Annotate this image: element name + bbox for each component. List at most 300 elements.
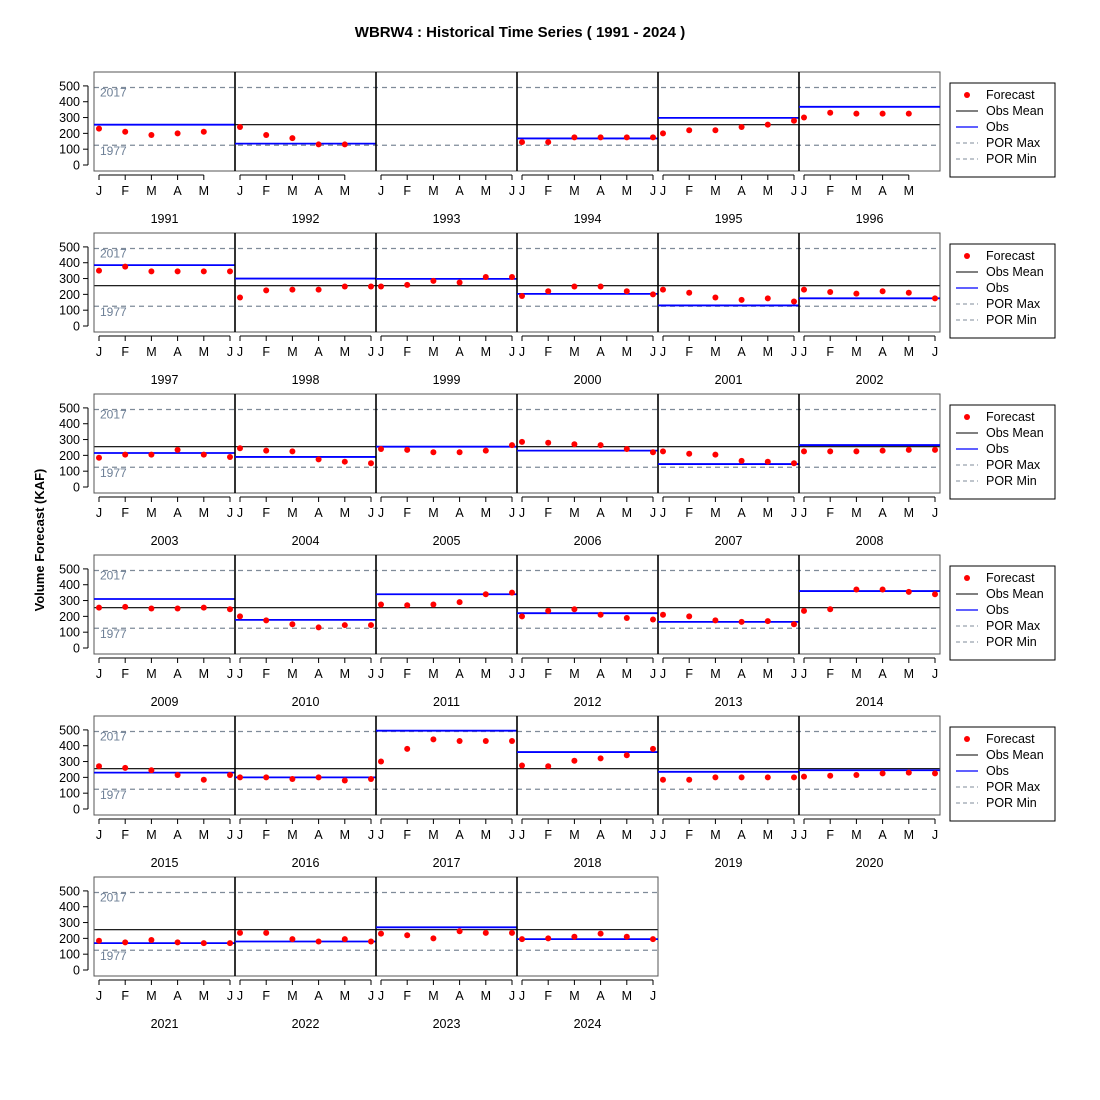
forecast-point [827,606,833,612]
month-tick-label: A [173,667,182,681]
month-tick-label: M [198,506,210,520]
forecast-point [906,770,912,776]
month-tick-label: F [121,828,130,842]
forecast-point [853,291,859,297]
month-tick-label: J [518,989,526,1003]
month-tick-label: M [198,828,210,842]
por-max-year-label: 2017 [100,568,127,583]
forecast-point [404,602,410,608]
year-label: 2001 [714,373,743,387]
forecast-point [263,774,269,780]
forecast-point [624,752,630,758]
forecast-point [509,274,515,280]
legend-label: Forecast [986,88,1035,102]
month-tick-label: A [173,828,182,842]
y-axis-label: Volume Forecast (KAF) [32,468,47,612]
forecast-point [827,289,833,295]
month-tick-label: J [236,184,244,198]
year-panel-2016 [235,716,376,870]
year-label: 1998 [291,373,320,387]
forecast-point [342,622,348,628]
month-tick-label: F [403,506,412,520]
forecast-point [519,936,525,942]
forecast-point [96,763,102,769]
y-tick-label: 0 [73,802,80,817]
month-tick-label: J [95,184,103,198]
por-max-year-label: 2017 [100,729,127,744]
por-min-year-label: 1977 [100,144,127,159]
month-tick-label: F [544,828,553,842]
panel-frame [235,716,376,815]
forecast-point [545,139,551,145]
forecast-point [660,130,666,136]
y-tick-label: 400 [59,95,80,110]
month-tick-label: M [480,667,492,681]
forecast-point [906,111,912,117]
forecast-point [263,448,269,454]
panel-frame [799,716,940,815]
forecast-point [175,447,181,453]
chart-title: WBRW4 : Historical Time Series ( 1991 - 2024 ) [354,24,686,41]
year-panel-2012 [517,555,658,709]
y-tick-label: 400 [59,417,80,432]
forecast-point [96,605,102,611]
forecast-point [660,287,666,293]
month-tick-label: F [826,506,835,520]
panel-frame [517,233,658,332]
month-tick-label: M [428,667,439,681]
forecast-point [853,448,859,454]
panel-frame [658,233,799,332]
year-panel-2023 [376,877,517,1031]
month-tick-label: A [596,184,605,198]
month-tick-label: A [878,184,887,198]
year-panel-2006 [517,394,658,548]
forecast-point [148,937,154,943]
month-tick-label: J [377,667,385,681]
forecast-point [342,283,348,289]
month-tick-label: A [314,828,323,842]
legend-label: Forecast [986,571,1035,585]
y-tick-label: 300 [59,272,80,287]
forecast-point [827,448,833,454]
month-tick-label: J [226,667,234,681]
forecast-point [739,458,745,464]
por-max-year-label: 2017 [100,85,127,100]
forecast-point [598,442,604,448]
month-tick-label: A [737,345,746,359]
legend-label: Obs [986,603,1009,617]
month-tick-label: J [236,667,244,681]
forecast-point [791,460,797,466]
forecast-point [404,932,410,938]
year-label: 2015 [150,856,179,870]
month-tick-label: F [262,667,271,681]
month-tick-label: J [659,506,667,520]
year-panel-2011 [376,555,517,709]
forecast-point [650,134,656,140]
month-tick-label: J [367,989,375,1003]
forecast-point [853,586,859,592]
y-tick-label: 200 [59,931,80,946]
year-label: 2019 [714,856,743,870]
forecast-point [122,604,128,610]
month-tick-label: M [198,184,210,198]
month-tick-label: F [262,345,271,359]
month-tick-label: M [710,667,721,681]
forecast-point [289,936,295,942]
month-tick-label: F [262,828,271,842]
month-tick-label: A [314,506,323,520]
y-tick-label: 300 [59,433,80,448]
month-tick-label: F [685,828,694,842]
forecast-point [122,452,128,458]
forecast-point [660,777,666,783]
month-tick-label: J [790,345,798,359]
month-tick-label: M [339,506,351,520]
month-tick-label: F [826,345,835,359]
forecast-point [545,608,551,614]
panel-frame [658,394,799,493]
panel-frame [658,72,799,171]
legend-label: POR Min [986,796,1037,810]
month-tick-label: J [377,828,385,842]
month-tick-label: M [339,184,351,198]
month-tick-label: F [121,345,130,359]
legend-label: Obs Mean [986,104,1044,118]
panel-frame [799,72,940,171]
legend-label: Obs [986,442,1009,456]
forecast-point [378,446,384,452]
forecast-point [122,765,128,771]
year-label: 1999 [432,373,461,387]
month-tick-label: M [287,184,298,198]
legend [950,405,1055,499]
year-panel-1996 [799,72,940,226]
forecast-point [201,777,207,783]
panel-frame [658,716,799,815]
year-panel-2014 [799,555,940,709]
forecast-point [712,774,718,780]
forecast-point [457,599,463,605]
forecast-point [148,132,154,138]
month-tick-label: F [121,667,130,681]
forecast-point [368,776,374,782]
month-tick-label: M [621,667,633,681]
forecast-point [368,622,374,628]
forecast-point [545,935,551,941]
forecast-point [519,613,525,619]
month-tick-label: J [377,184,385,198]
panel-frame [235,555,376,654]
year-panel-2005 [376,394,517,548]
forecast-point [712,127,718,133]
month-tick-label: J [659,345,667,359]
forecast-point [316,456,322,462]
forecast-point [739,297,745,303]
legend-label: Forecast [986,410,1035,424]
forecast-point [483,591,489,597]
legend-forecast-symbol [964,736,970,742]
month-tick-label: J [508,184,516,198]
forecast-point [801,608,807,614]
forecast-point [227,772,233,778]
forecast-point [227,940,233,946]
forecast-point [932,447,938,453]
year-label: 2007 [714,534,743,548]
por-min-year-label: 1977 [100,627,127,642]
forecast-point [122,129,128,135]
y-tick-label: 200 [59,448,80,463]
legend-label: Obs [986,120,1009,134]
month-tick-label: M [762,667,774,681]
month-tick-label: M [903,667,915,681]
month-tick-label: M [146,345,157,359]
month-tick-label: J [95,828,103,842]
forecast-point [430,278,436,284]
month-tick-label: A [878,667,887,681]
forecast-point [650,291,656,297]
forecast-point [686,451,692,457]
panel-frame [376,394,517,493]
month-tick-label: M [621,506,633,520]
month-tick-label: M [903,828,915,842]
month-tick-label: M [480,989,492,1003]
forecast-point [227,268,233,274]
y-tick-label: 200 [59,609,80,624]
month-tick-label: F [544,184,553,198]
forecast-point [227,606,233,612]
legend [950,566,1055,660]
forecast-point [571,758,577,764]
month-tick-label: M [146,506,157,520]
forecast-point [289,621,295,627]
y-tick-label: 400 [59,739,80,754]
year-label: 2013 [714,695,743,709]
year-label: 2018 [573,856,602,870]
forecast-point [650,936,656,942]
month-tick-label: F [544,345,553,359]
y-tick-label: 0 [73,480,80,495]
forecast-point [650,617,656,623]
legend-label: Forecast [986,249,1035,263]
month-tick-label: M [762,345,774,359]
forecast-point [227,454,233,460]
forecast-point [880,586,886,592]
legend-forecast-symbol [964,575,970,581]
forecast-point [263,930,269,936]
month-tick-label: M [710,506,721,520]
forecast-point [712,617,718,623]
year-label: 2010 [291,695,320,709]
forecast-point [237,613,243,619]
month-tick-label: A [878,828,887,842]
legend-label: Obs Mean [986,587,1044,601]
legend-label: POR Max [986,297,1041,311]
legend-label: Obs Mean [986,265,1044,279]
month-tick-label: J [518,506,526,520]
y-tick-label: 100 [59,786,80,801]
forecast-point [827,773,833,779]
month-tick-label: J [790,667,798,681]
panel-frame [235,233,376,332]
month-tick-label: J [367,828,375,842]
month-tick-label: J [508,506,516,520]
year-panel-2000 [517,233,658,387]
legend-label: POR Min [986,474,1037,488]
forecast-point [880,288,886,294]
month-tick-label: M [851,667,862,681]
year-panel-2022 [235,877,376,1031]
forecast-point [175,939,181,945]
forecast-point [430,736,436,742]
month-tick-label: M [569,184,580,198]
month-tick-label: J [95,506,103,520]
forecast-point [571,134,577,140]
month-tick-label: A [455,345,464,359]
month-tick-label: M [339,989,351,1003]
month-tick-label: M [621,184,633,198]
month-tick-label: J [649,184,657,198]
month-tick-label: M [621,989,633,1003]
forecast-point [378,602,384,608]
legend-label: Obs Mean [986,426,1044,440]
forecast-point [430,935,436,941]
year-panel-2020 [799,716,940,870]
forecast-point [148,767,154,773]
forecast-point [509,930,515,936]
forecast-point [457,280,463,286]
forecast-point [660,612,666,618]
month-tick-label: J [790,506,798,520]
legend-label: Obs Mean [986,748,1044,762]
forecast-point [801,448,807,454]
month-tick-label: M [198,989,210,1003]
year-panel-2018 [517,716,658,870]
forecast-point [289,287,295,293]
y-tick-label: 500 [59,401,80,416]
panel-frame [376,72,517,171]
forecast-point [801,115,807,121]
forecast-point [175,130,181,136]
forecast-point [519,293,525,299]
year-panel-1993 [376,72,517,226]
y-tick-label: 100 [59,142,80,157]
forecast-point [148,605,154,611]
month-tick-label: J [236,828,244,842]
month-tick-label: J [659,184,667,198]
month-tick-label: M [146,184,157,198]
forecast-point [932,770,938,776]
y-tick-label: 200 [59,287,80,302]
panel-frame [376,233,517,332]
y-tick-label: 300 [59,755,80,770]
month-tick-label: A [737,667,746,681]
year-panel-1998 [235,233,376,387]
month-tick-label: J [649,989,657,1003]
forecast-point [201,940,207,946]
panel-frame [235,877,376,976]
month-tick-label: F [544,667,553,681]
month-tick-label: M [569,667,580,681]
year-panel-2004 [235,394,376,548]
legend-label: POR Min [986,313,1037,327]
forecast-point [237,774,243,780]
forecast-point [263,132,269,138]
month-tick-label: A [596,506,605,520]
month-tick-label: A [596,828,605,842]
year-label: 2008 [855,534,884,548]
y-tick-label: 100 [59,947,80,962]
month-tick-label: M [851,506,862,520]
month-tick-label: J [236,989,244,1003]
forecast-point [765,295,771,301]
month-tick-label: M [287,828,298,842]
panel-frame [799,555,940,654]
y-tick-label: 200 [59,770,80,785]
forecast-point [289,776,295,782]
forecast-point [827,110,833,116]
forecast-point [765,459,771,465]
month-tick-label: J [659,667,667,681]
month-tick-label: J [377,345,385,359]
year-label: 2022 [291,1017,320,1031]
forecast-point [765,774,771,780]
month-tick-label: F [685,184,694,198]
forecast-point [791,774,797,780]
forecast-point [122,264,128,270]
year-panel-2013 [658,555,799,709]
month-tick-label: J [508,989,516,1003]
month-tick-label: J [931,828,939,842]
month-tick-label: M [621,345,633,359]
month-tick-label: J [800,828,808,842]
year-panel-2008 [799,394,940,548]
forecast-point [739,619,745,625]
month-tick-label: J [659,828,667,842]
month-tick-label: J [790,184,798,198]
forecast-point [545,440,551,446]
forecast-point [430,449,436,455]
month-tick-label: M [903,184,915,198]
month-tick-label: M [428,506,439,520]
year-panel-2019 [658,716,799,870]
por-min-year-label: 1977 [100,949,127,964]
legend [950,244,1055,338]
forecast-point [571,283,577,289]
forecast-point [880,448,886,454]
forecast-point [624,288,630,294]
month-tick-label: F [121,989,130,1003]
month-tick-label: J [377,989,385,1003]
month-tick-label: J [95,667,103,681]
forecast-point [316,287,322,293]
month-tick-label: J [226,828,234,842]
year-panel-2017 [376,716,517,870]
year-label: 2012 [573,695,602,709]
month-tick-label: A [455,667,464,681]
month-tick-label: M [762,828,774,842]
forecast-point [801,287,807,293]
year-label: 2020 [855,856,884,870]
forecast-point [509,442,515,448]
forecast-point [457,738,463,744]
forecast-point [624,134,630,140]
year-label: 2021 [150,1017,179,1031]
forecast-point [598,931,604,937]
legend-label: Obs [986,281,1009,295]
month-tick-label: J [649,667,657,681]
